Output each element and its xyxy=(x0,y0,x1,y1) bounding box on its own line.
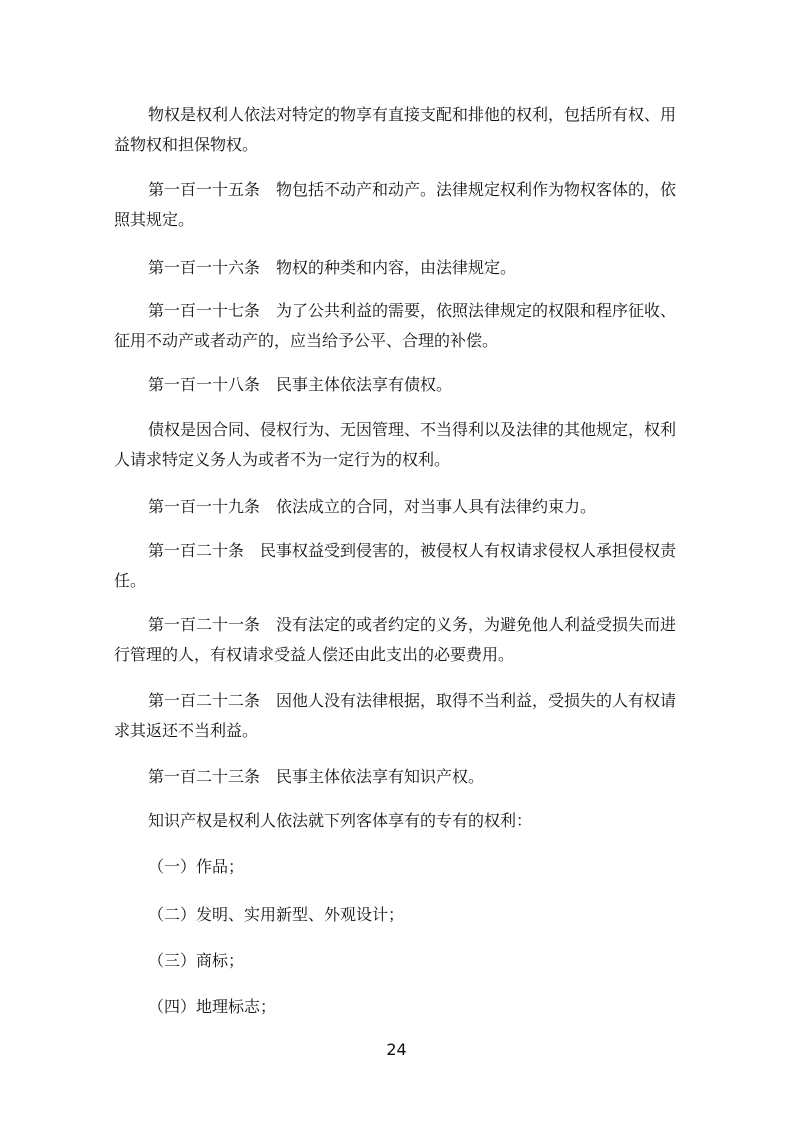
paragraph-article-117: 第一百一十七条 为了公共利益的需要，依照法律规定的权限和程序征收、征用不动产或者动产的，应当给予公平、合理的补偿。 xyxy=(114,301,677,350)
paragraph-article-120: 第一百二十条 民事权益受到侵害的，被侵权人有权请求侵权人承担侵权责任。 xyxy=(114,541,677,590)
paragraph-article-121: 第一百二十一条 没有法定的或者约定的义务，为避免他人利益受损失而进行管理的人，有权请求受益人偿还由此支出的必要费用。 xyxy=(114,615,677,664)
paragraph-article-123: 第一百二十三条 民事主体依法享有知识产权。 xyxy=(148,767,485,786)
page-number: 24 xyxy=(386,1040,407,1059)
paragraph-article-116: 第一百一十六条 物权的种类和内容，由法律规定。 xyxy=(148,258,517,277)
paragraph-ip-definition: 知识产权是权利人依法就下列客体享有的专有的权利： xyxy=(148,811,533,830)
paragraph-real-rights-definition: 物权是权利人依法对特定的物享有直接支配和排他的权利，包括所有权、用益物权和担保物权。 xyxy=(114,105,677,154)
paragraph-article-119: 第一百一十九条 依法成立的合同，对当事人具有法律约束力。 xyxy=(148,497,597,516)
paragraph-article-118: 第一百一十八条 民事主体依法享有债权。 xyxy=(148,375,453,394)
paragraph-article-122: 第一百二十二条 因他人没有法律根据，取得不当利益，受损失的人有权请求其返还不当利益。 xyxy=(114,691,677,740)
list-item-inventions: （二）发明、实用新型、外观设计； xyxy=(148,905,405,924)
list-item-trademarks: （三）商标； xyxy=(148,951,245,970)
paragraph-article-115: 第一百一十五条 物包括不动产和动产。法律规定权利作为物权客体的，依照其规定。 xyxy=(114,180,677,229)
list-item-geographical-indications: （四）地理标志； xyxy=(148,997,277,1016)
list-item-works: （一）作品； xyxy=(148,857,245,876)
paragraph-creditor-rights-definition: 债权是因合同、侵权行为、无因管理、不当得利以及法律的其他规定，权利人请求特定义务人为或者不为一定行为的权利。 xyxy=(114,420,677,469)
